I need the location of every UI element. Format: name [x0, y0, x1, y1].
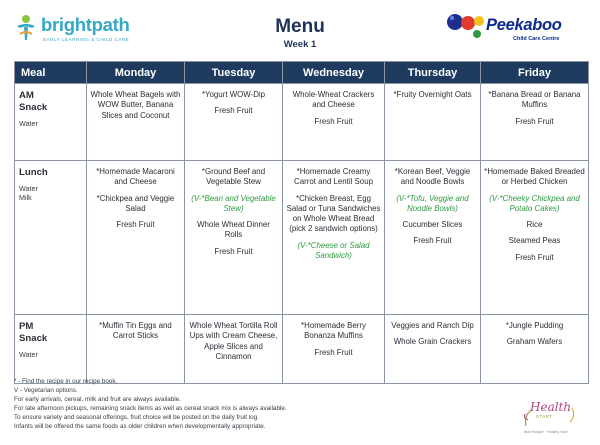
- vegetarian-option: (V-*Bean and Vegetable Stew): [191, 193, 276, 213]
- footnote-line: To ensure variety and seasonal offerings, fruit choice will be posted on the daily fruit log.: [14, 413, 259, 421]
- menu-cell-friday: [481, 161, 589, 315]
- menu-cell-friday: [481, 315, 589, 384]
- food-item: *Chickpea and Veggie Salad: [96, 193, 175, 213]
- menu-body: [15, 84, 589, 384]
- menu-cell-wednesday: [283, 161, 385, 315]
- column-header-monday: Monday: [87, 62, 185, 84]
- page-title: Menu: [275, 16, 325, 37]
- meal-drinks: Water: [19, 118, 38, 128]
- food-item: Graham Wafers: [506, 337, 563, 347]
- food-item: Veggies and Ranch Dip: [391, 321, 474, 330]
- menu-cell-monday: [87, 161, 185, 315]
- food-item: Fresh Fruit: [214, 246, 253, 256]
- food-item: *Ground Beef and Vegetable Stew: [201, 167, 266, 187]
- food-item: Whole Wheat Bagels with WOW Butter, Banana Slices and Coconut: [90, 90, 181, 120]
- food-item: Fresh Fruit: [515, 252, 554, 262]
- food-item: *Korean Beef, Veggie and Noodle Bowls: [394, 167, 471, 187]
- healthy-start-word: START: [536, 414, 553, 419]
- column-header-wednesday: Wednesday: [283, 62, 385, 84]
- menu-header-row: [15, 62, 589, 84]
- menu-cell-tuesday: [185, 84, 283, 161]
- menu-table: [14, 61, 589, 384]
- meal-cell: [15, 84, 87, 161]
- food-item: Fresh Fruit: [314, 347, 353, 357]
- food-item: Whole-Wheat Crackers and Cheese: [292, 90, 375, 110]
- peekaboo-tagline: Child Care Centre: [513, 36, 560, 42]
- peekaboo-brand-name: Peekaboo: [486, 16, 562, 34]
- meal-name: Lunch: [19, 167, 48, 178]
- menu-cell-tuesday: [185, 161, 283, 315]
- vegetarian-option: (V-*Cheese or Salad Sandwich): [297, 240, 370, 260]
- menu-cell-thursday: [385, 315, 481, 384]
- menu-cell-wednesday: [283, 84, 385, 161]
- menu-cell-monday: [87, 84, 185, 161]
- food-item: *Banana Bread or Banana Muffins: [488, 90, 581, 110]
- healthy-start-tagline: Bien Bouger · Healthy Start: [524, 430, 568, 434]
- peekaboo-logo: [446, 11, 586, 47]
- menu-cell-friday: [481, 84, 589, 161]
- food-item: Fresh Fruit: [413, 236, 452, 246]
- column-header-friday: Friday: [481, 62, 589, 84]
- food-item: *Homemade Berry Bonanza Muffins: [301, 321, 366, 341]
- food-item: *Homemade Macaroni and Cheese: [96, 167, 175, 187]
- footnote-line: * - Find the recipe in our recipe book.: [14, 378, 118, 385]
- food-item: *Yogurt WOW-Dip: [201, 90, 266, 99]
- food-item: Fresh Fruit: [116, 220, 155, 230]
- food-item: *Jungle Pudding: [505, 321, 564, 330]
- footnote-line: For early arrivals, cereal, milk and fruit are always available.: [14, 395, 181, 403]
- menu-cell-wednesday: [283, 315, 385, 384]
- food-item: Whole Grain Crackers: [393, 337, 472, 347]
- meal-name: AM Snack: [19, 90, 48, 113]
- menu-cell-tuesday: [185, 315, 283, 384]
- food-item: Steamed Peas: [508, 236, 561, 246]
- food-item: *Fruity Overnight Oats: [393, 90, 472, 99]
- food-item: *Muffin Tin Eggs and Carrot Sticks: [99, 321, 172, 341]
- meal-cell: [15, 315, 87, 384]
- food-item: Rice: [526, 220, 543, 230]
- page-subtitle: Week 1: [283, 39, 317, 50]
- meal-name: PM Snack: [19, 321, 48, 344]
- food-item: *Homemade Baked Breaded or Herbed Chicken: [484, 167, 585, 187]
- healthy-start-script: Health: [530, 400, 572, 414]
- menu-cell-thursday: [385, 84, 481, 161]
- footnote-line: V - Vegetarian options.: [14, 386, 78, 394]
- row-pm-snack: [15, 315, 589, 384]
- row-lunch: [15, 161, 589, 315]
- food-item: Fresh Fruit: [214, 106, 253, 116]
- food-item: Cucumber Slices: [402, 220, 463, 230]
- vegetarian-option: (V-*Cheeky Chickpea and Potato Cakes): [489, 193, 580, 213]
- meal-drinks: Water: [19, 349, 38, 359]
- food-item: Whole Wheat Tortilla Roll Ups with Cream Cheese, Apple Slices and Cinnamon: [189, 321, 278, 361]
- food-item: Fresh Fruit: [515, 116, 554, 126]
- column-header-tuesday: Tuesday: [185, 62, 283, 84]
- meal-drinks: Water Milk: [19, 183, 38, 202]
- food-item: Whole Wheat Dinner Rolls: [197, 220, 270, 240]
- food-item: *Homemade Creamy Carrot and Lentil Soup: [294, 167, 373, 187]
- meal-cell: [15, 161, 87, 315]
- footnotes: [14, 378, 494, 432]
- menu-cell-monday: [87, 315, 185, 384]
- food-item: *Chicken Breast, Egg Salad or Tuna Sandwiches on Whole Wheat Bread (pick 2 sandwich options): [286, 193, 381, 234]
- menu-cell-thursday: [385, 161, 481, 315]
- brightpath-tagline: EARLY LEARNING & CHILD CARE: [43, 37, 130, 42]
- vegetarian-option: (V-*Tofu, Veggie and Noodle Bowls): [396, 193, 469, 213]
- column-header-meal: Meal: [15, 62, 87, 84]
- footnote-line: Infants will be offered the same foods as older children when developmentally appropriate.: [14, 422, 266, 430]
- healthy-start-logo: [520, 396, 584, 440]
- brightpath-brand-name: brightpath: [41, 14, 130, 35]
- footnote-line: For late afternoon pickups, remaining snack items as well as cereal snack mix is always available.: [14, 404, 287, 412]
- food-item: Fresh Fruit: [314, 116, 353, 126]
- row-am-snack: [15, 84, 589, 161]
- column-header-thursday: Thursday: [385, 62, 481, 84]
